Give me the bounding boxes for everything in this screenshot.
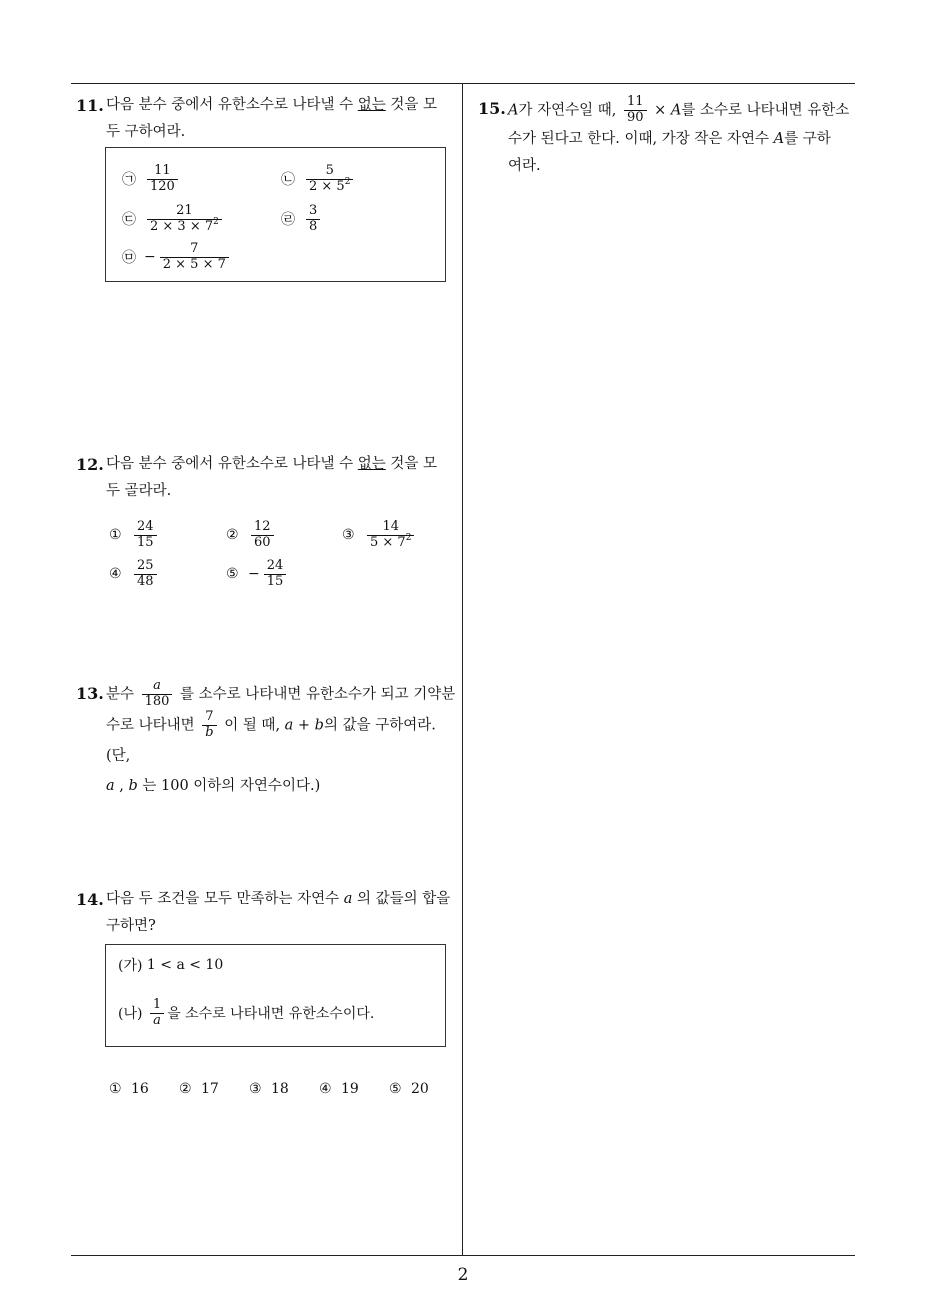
q14-choice-5: ⑤ 20 <box>389 1081 429 1097</box>
fraction: $\frac{11}{120}$ <box>147 164 178 195</box>
q12-option-1: ① $\frac{24}{15}$ <box>109 520 160 551</box>
question-text: 다음 분수 중에서 유한소수로 나타낼 수 없는 것을 모 두 골라라. <box>106 456 438 499</box>
q14-choice-4: ④ 19 <box>319 1081 359 1097</box>
q14-choice-2: ② 17 <box>179 1081 219 1097</box>
fraction: $\frac{5}{2 \times 5^2}$ <box>306 164 353 195</box>
condition-na: (나) $\frac{1}{a}$ 을 소수로 나타내면 유한소수이다. <box>118 997 375 1028</box>
q12-option-3: ③ $\frac{14}{5 \times 7^2}$ <box>342 520 417 551</box>
condition-ga: (가) 1 < a < 10 <box>118 957 224 974</box>
question-number: 12. <box>76 455 104 474</box>
question-text: 분수 $\frac{a}{180}$ 를 소수로 나타내면 유한소수가 되고 기약분 수로 나타내면 $\frac{7}{b}$ 이 될 때, a + b의 값을 구하여라. (단, a , b 는 100 이하의 자연수이다.) <box>106 678 456 794</box>
question-number: 13. <box>76 684 104 703</box>
option-5: ㉤ − $\frac{7}{2 \times 5 \times 7}$ <box>122 242 232 273</box>
q12-option-4: ④ $\frac{25}{48}$ <box>109 559 160 590</box>
fraction-1-over-a: $\frac{1}{a}$ <box>150 998 164 1029</box>
fraction: $\frac{14}{5 \times 7^2}$ <box>367 520 414 551</box>
fraction: $\frac{3}{8}$ <box>306 204 320 235</box>
column-divider <box>462 83 463 1255</box>
q11-options-box <box>105 147 446 282</box>
question-number: 15. <box>478 99 506 118</box>
option-4: ㉣ $\frac{3}{8}$ <box>281 204 323 235</box>
q12-option-5: ⑤ − $\frac{24}{15}$ <box>226 559 289 590</box>
question-text: 다음 분수 중에서 유한소수로 나타낼 수 없는 것을 모 두 구하여라. <box>106 97 438 140</box>
fraction: $\frac{25}{48}$ <box>134 559 157 590</box>
option-2: ㉡ $\frac{5}{2 \times 5^2}$ <box>281 164 356 195</box>
fraction: $\frac{24}{15}$ <box>264 559 287 590</box>
fraction: $\frac{24}{15}$ <box>134 520 157 551</box>
question-15 <box>478 95 863 180</box>
fraction-11-over-90: $\frac{11}{90}$ <box>624 95 647 126</box>
page-number: 2 <box>457 1265 469 1285</box>
fraction: $\frac{12}{60}$ <box>251 520 274 551</box>
bottom-rule <box>71 1255 855 1256</box>
q12-option-2: ② $\frac{12}{60}$ <box>226 520 277 551</box>
q14-choice-3: ③ 18 <box>249 1081 289 1097</box>
question-number: 11. <box>76 96 104 115</box>
question-12 <box>76 451 461 505</box>
question-13 <box>76 679 461 801</box>
fraction: $\frac{21}{2 \times 3 \times 7^2}$ <box>147 204 222 235</box>
q14-choice-1: ① 16 <box>109 1081 149 1097</box>
question-text: A가 자연수일 때, $\frac{11}{90}$ × A를 소수로 나타내면 유한소 수가 된다고 한다. 이때, 가장 작은 자연수 A를 구하 여라. <box>508 94 850 174</box>
question-text: 다음 두 조건을 모두 만족하는 자연수 a 의 값들의 합을 구하면? <box>106 891 451 934</box>
q14-conditions-box <box>105 944 446 1047</box>
fraction-a-over-180: $\frac{a}{180}$ <box>142 679 173 710</box>
option-1: ㉠ $\frac{11}{120}$ <box>122 164 181 195</box>
top-rule <box>71 83 855 84</box>
question-14 <box>76 886 461 940</box>
fraction-7-over-b: $\frac{7}{b}$ <box>202 710 216 741</box>
question-11 <box>76 92 461 146</box>
fraction: $\frac{7}{2 \times 5 \times 7}$ <box>160 242 229 273</box>
option-3: ㉢ $\frac{21}{2 \times 3 \times 7^2}$ <box>122 204 225 235</box>
question-number: 14. <box>76 890 104 909</box>
